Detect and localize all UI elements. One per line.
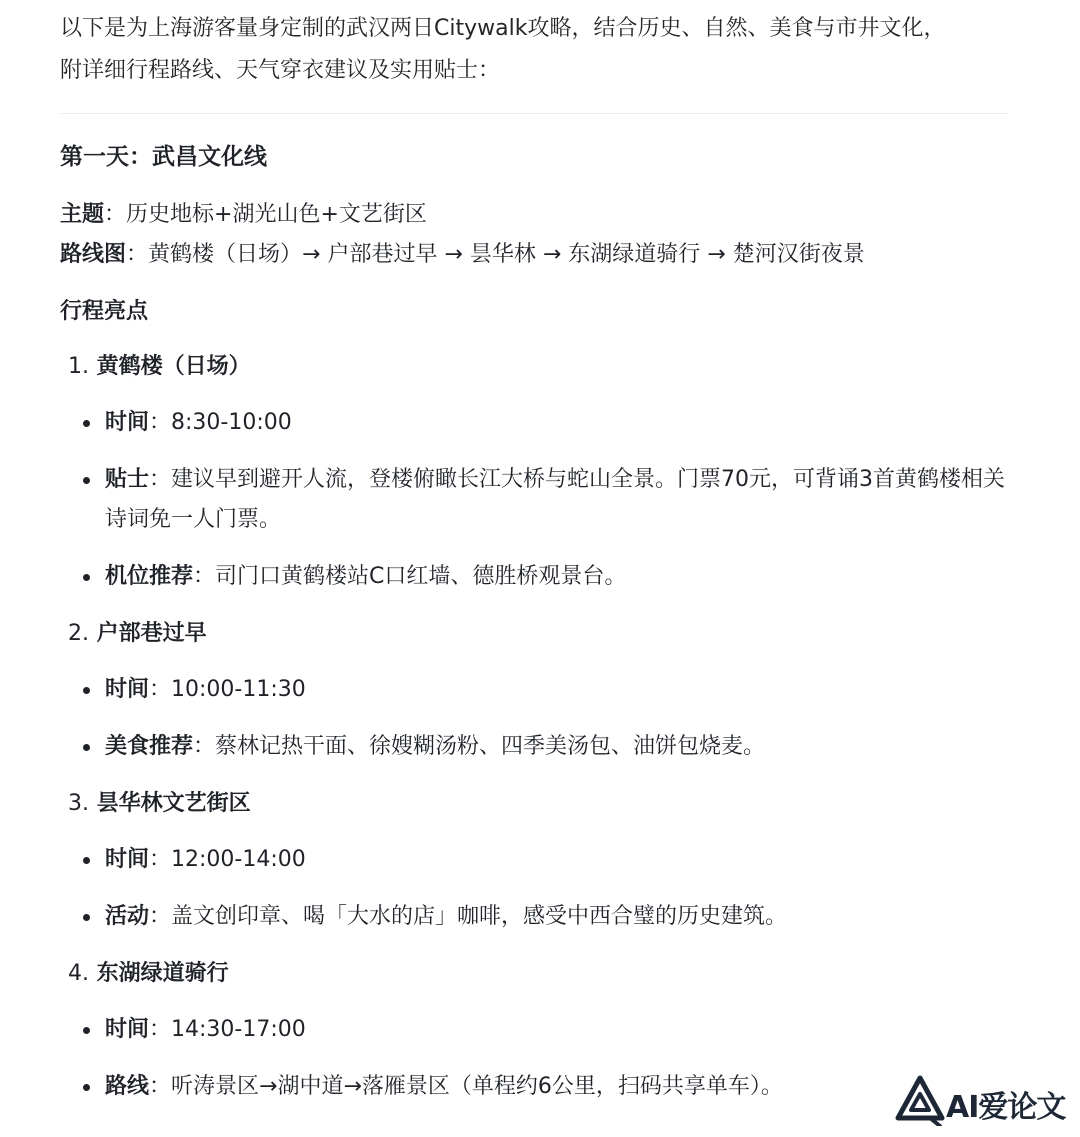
- bullet-label: 时间: [105, 1017, 150, 1042]
- bullet-dot-icon: [83, 1027, 90, 1034]
- watermark: [880, 1066, 1080, 1137]
- document-content: [60, 0, 1020, 1107]
- item-number: 2.: [68, 621, 89, 646]
- day1-title: 第一天：武昌文化线: [60, 144, 267, 170]
- bullet-text: ：12:00-14:00: [149, 847, 306, 872]
- intro-paragraph: [60, 0, 1020, 92]
- item-title: [60, 350, 1020, 384]
- bullet-dot-icon: [83, 744, 90, 751]
- bullet-dot-icon: [83, 914, 90, 921]
- list-item: [60, 670, 1010, 710]
- bullet-text: ：听涛景区→湖中道→落雁景区（单程约6公里，扫码共享单车）。: [149, 1074, 783, 1099]
- bullet-label: 时间: [105, 847, 150, 872]
- intro-line-1: 以下是为上海游客量身定制的武汉两日Citywalk攻略，结合历史、自然、美食与市井文化，: [60, 16, 946, 41]
- list-item: [60, 403, 1010, 443]
- highlights-title: 行程亮点: [60, 299, 149, 324]
- watermark-text: AI爱论文: [946, 1090, 1066, 1125]
- route-label: 路线图: [60, 242, 127, 267]
- bullet-dot-icon: [83, 420, 90, 427]
- bullet-dot-icon: [83, 687, 90, 694]
- list-item: [60, 557, 1010, 597]
- item-title-text: 户部巷过早: [96, 621, 207, 646]
- item-title-text: 东湖绿道骑行: [96, 961, 229, 986]
- item-title: [60, 617, 1020, 651]
- list-item: [60, 897, 1010, 937]
- list-item: [60, 727, 1010, 767]
- bullet-label: 美食推荐: [105, 734, 194, 759]
- intro-line-2: 附详细行程路线、天气穿衣建议及实用贴士：: [60, 58, 501, 83]
- bullet-text: ：14:30-17:00: [149, 1017, 306, 1042]
- route-value: ：黄鹤楼（日场）→ 户部巷过早 → 昙华林 → 东湖绿道骑行 → 楚河汉街夜景: [126, 242, 865, 267]
- bullet-text: ：8:30-10:00: [149, 410, 292, 435]
- list-item: [60, 460, 1010, 540]
- section-divider: [60, 113, 1008, 114]
- bullet-text: ：蔡林记热干面、徐嫂糊汤粉、四季美汤包、油饼包烧麦。: [193, 734, 766, 759]
- day1-meta: [60, 195, 1020, 275]
- bullet-dot-icon: [83, 574, 90, 581]
- bullet-dot-icon: [83, 857, 90, 864]
- bullet-text: ：建议早到避开人流，登楼俯瞰长江大桥与蛇山全景。门票70元，可背诵3首黄鹤楼相关诗词免一人门票。: [105, 467, 1006, 532]
- theme-line: [60, 195, 1020, 235]
- theme-value: ：历史地标+湖光山色+文艺街区: [104, 202, 427, 227]
- list-item: [60, 840, 1010, 880]
- item-number: 3.: [68, 791, 89, 816]
- theme-label: 主题: [60, 202, 105, 227]
- item-number: 1.: [68, 354, 89, 379]
- itinerary-item: [60, 350, 1020, 597]
- bullet-label: 活动: [105, 904, 150, 929]
- item-title-text: 昙华林文艺街区: [96, 791, 251, 816]
- bullet-dot-icon: [83, 477, 90, 484]
- item-bullets: [60, 840, 1020, 937]
- item-title: [60, 957, 1020, 991]
- bullet-text: ：盖文创印章、喝「大水的店」咖啡，感受中西合璧的历史建筑。: [149, 904, 788, 929]
- bullet-label: 机位推荐: [105, 564, 194, 589]
- itinerary-item: [60, 787, 1020, 937]
- item-bullets: [60, 670, 1020, 767]
- item-title-text: 黄鹤楼（日场）: [96, 354, 251, 379]
- list-item: [60, 1010, 1010, 1050]
- bullet-label: 贴士: [105, 467, 150, 492]
- item-title: [60, 787, 1020, 821]
- itinerary-item: [60, 617, 1020, 767]
- bullet-label: 时间: [105, 677, 150, 702]
- item-number: 4.: [68, 961, 89, 986]
- ai-ailunwen-logo-icon: [894, 1074, 946, 1126]
- itinerary-item: [60, 957, 1020, 1107]
- bullet-text: ：10:00-11:30: [149, 677, 306, 702]
- bullet-label: 时间: [105, 410, 150, 435]
- item-bullets: [60, 403, 1020, 597]
- item-bullets: [60, 1010, 1020, 1107]
- bullet-label: 路线: [105, 1074, 150, 1099]
- list-item: [60, 1067, 1010, 1107]
- bullet-dot-icon: [83, 1084, 90, 1091]
- route-line: [60, 235, 1020, 275]
- bullet-text: ：司门口黄鹤楼站C口红墙、德胜桥观景台。: [193, 564, 627, 589]
